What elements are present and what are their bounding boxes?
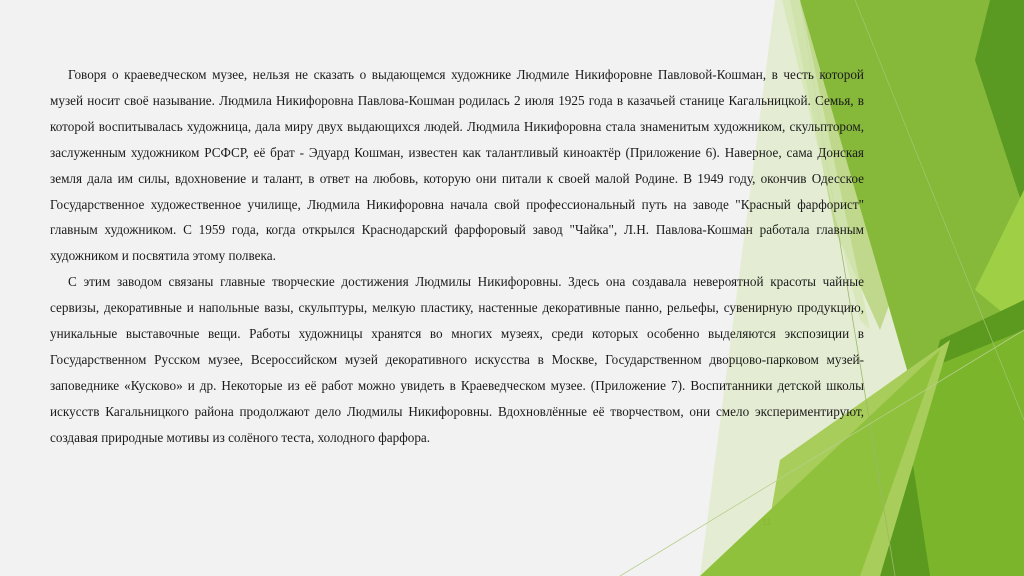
body-text	[50, 62, 864, 451]
page-number: 11	[762, 517, 772, 527]
paragraph-1: Говоря о краеведческом музее, нельзя не сказать о выдающемся художнике Людмиле Никифоровне Павловой-Кошман, в честь которой музей носит своё называние. Людмила Никифоровна Павлова-Кошман родилась 2 июля 1925 года в казачьей станице Кагальницкой. Семья, в которой воспитывалась художница, дала миру двух выдающихся людей. Людмила Никифоровна стала знаменитым художником, скульптором, заслуженным художником РСФСР, её брат - Эдуард Кошман, известен как талантливый киноактёр (Приложение 6). Наверное, сама Донская земля дала им силы, вдохновение и талант, в ответ на любовь, которую они питали к своей малой Родине. В 1949 году, окончив Одесское Государственное художественное училище, Людмила Никифоровна начала свой профессиональный путь на заводе "Красный фарфорист" главным художником. С 1959 года, когда открылся Краснодарский фарфоровый завод "Чайка", Л.Н. Павлова-Кошман работала главным художником и посвятила этому полвека.	[50, 67, 864, 264]
paragraph-2: С этим заводом связаны главные творческие достижения Людмилы Никифоровны. Здесь она создавала невероятной красоты чайные сервизы, декоративные и напольные вазы, скульптуры, мелкую пластику, настенные декоративные панно, рельефы, сувенирную продукцию, уникальные выставочные вещи. Работы художницы хранятся во многих музеях, среди которых особенно выделяются экспозиции в Государственном Русском музее, Всероссийском музей декоративного искусства в Москве, Государственном дворцово-парковом музей-заповеднике «Кусково» и др. Некоторые из её работ можно увидеть в Краеведческом музее. (Приложение 7). Воспитанники детской школы искусств Кагальницкого района продолжают дело Людмилы Никифоровны. Вдохновлённые её творчеством, они смело экспериментируют, создавая природные мотивы из солёного теста, холодного фарфора.	[50, 274, 864, 445]
